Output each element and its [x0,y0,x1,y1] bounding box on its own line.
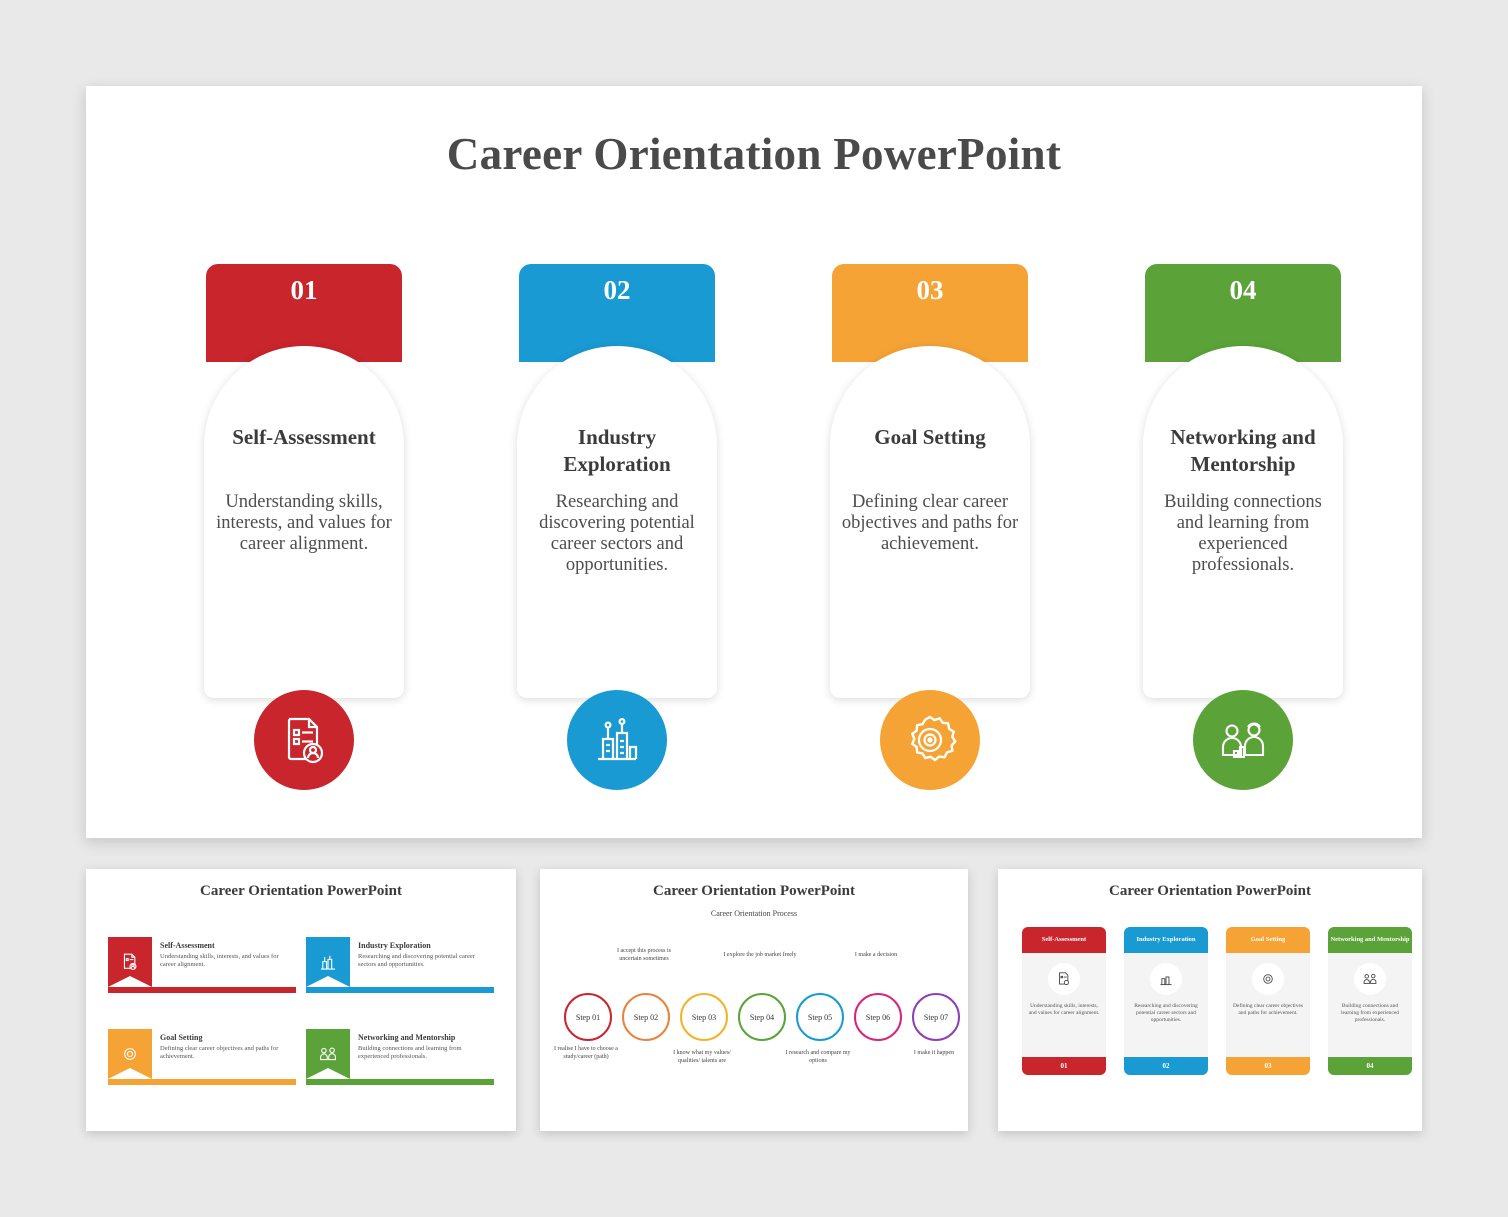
card-description: Building connections and learning from experienced professionals. [1164,492,1322,575]
step-note-7: I make it happen [913,1050,955,1056]
card-number: 01 [290,275,318,305]
card-heading: Self-Assessment [232,425,376,449]
thumb3-card-networking-mentorship[interactable] [1328,927,1412,1075]
card-number: 03 [916,275,944,305]
process-step-4[interactable] [738,993,786,1041]
thumbnail-slide-2[interactable] [540,869,968,1131]
thumb3-card-description: Researching and discovering potential career sectors and opportunities. [1134,1003,1198,1023]
card-body [517,346,717,698]
thumb1-item-heading: Self-Assessment [160,941,215,950]
step-label: Step 07 [923,1012,949,1022]
thumb3-card-self-assessment[interactable] [1022,927,1106,1075]
thumb3-card-heading: Networking and Mentorship [1328,927,1412,953]
document-person-icon [1048,963,1080,995]
thumb1-item-description: Understanding skills, interests, and values for career alignment. [160,953,279,968]
card-networking-mentorship[interactable] [1143,264,1343,804]
thumbnail-title: Career Orientation PowerPoint [653,883,855,899]
main-slide[interactable] [86,86,1422,838]
card-number: 02 [603,275,631,305]
process-step-5[interactable] [796,993,844,1041]
step-label: Step 01 [575,1012,601,1022]
step-label: Step 06 [865,1012,891,1022]
thumb3-card-industry-exploration[interactable] [1124,927,1208,1075]
thumb3-card-description: Understanding skills, interests, and values for career alignment. [1028,1003,1100,1016]
thumbnail-subtitle: Career Orientation Process [710,909,798,918]
people-network-icon [306,1029,350,1079]
card-industry-exploration[interactable] [517,264,717,804]
thumb1-item-bar [108,1079,296,1085]
card-heading: Networking and Mentorship [1170,425,1316,476]
thumb1-item-industry-exploration[interactable] [306,937,494,999]
card-description: Defining clear career objectives and paths for achievement. [841,492,1019,554]
thumb3-card-heading: Industry Exploration [1124,927,1208,953]
thumb3-card-number: 03 [1226,1057,1310,1075]
document-person-icon [108,937,152,987]
thumb1-item-self-assessment[interactable] [108,937,296,999]
gear-target-icon [1252,963,1284,995]
card-body [204,346,404,698]
step-label: Step 04 [749,1012,775,1022]
step-note-3: I know what my values/ qualities/ talents are [673,1050,731,1064]
process-step-3[interactable] [680,993,728,1041]
step-note-2: I accept this process is uncertain sometimes [617,948,671,962]
card-body [1143,346,1343,698]
page-title: Career Orientation PowerPoint [446,129,1062,179]
thumb1-item-heading: Industry Exploration [358,941,431,950]
factory-icon [306,937,350,987]
thumb3-card-goal-setting[interactable] [1226,927,1310,1075]
step-label: Step 05 [807,1012,833,1022]
thumb1-item-bar [306,1079,494,1085]
step-note-1: I realise I have to choose a study/career (path) [554,1046,618,1060]
people-network-icon [1193,690,1293,790]
thumb3-card-heading: Self-Assessment [1022,927,1106,953]
step-note-6: I make a decision [854,952,898,958]
thumb3-card-heading: Goal Setting [1226,927,1310,953]
factory-icon [1150,963,1182,995]
document-person-icon [254,690,354,790]
card-heading: Industry Exploration [563,425,671,476]
card-description: Researching and discovering potential career sectors and opportunities. [539,492,695,575]
gear-target-icon [880,690,980,790]
thumb3-card-number: 04 [1328,1057,1412,1075]
step-note-4: I explore the job market freely [723,952,797,958]
gear-target-icon [108,1029,152,1079]
people-network-icon [1354,963,1386,995]
card-heading: Goal Setting [874,425,986,449]
thumb3-card-description: Building connections and learning from experienced professionals. [1340,1003,1400,1023]
process-step-2[interactable] [622,993,670,1041]
thumb1-item-description: Defining clear career objectives and paths for achievement. [160,1045,279,1060]
card-body [830,346,1030,698]
thumb3-card-number: 02 [1124,1057,1208,1075]
card-description: Understanding skills, interests, and values for career alignment. [216,492,392,554]
card-number: 04 [1229,275,1257,305]
thumbnail-title: Career Orientation PowerPoint [200,883,402,899]
step-label: Step 02 [633,1012,659,1022]
card-row [86,264,1422,804]
thumbnail-slide-3[interactable] [998,869,1422,1131]
process-step-1[interactable] [564,993,612,1041]
thumb1-item-heading: Networking and Mentorship [358,1033,456,1042]
thumb1-item-bar [108,987,296,993]
process-step-7[interactable] [912,993,960,1041]
thumbnail-slide-1[interactable] [86,869,516,1131]
thumb3-card-number: 01 [1022,1057,1106,1075]
card-goal-setting[interactable] [830,264,1030,804]
card-self-assessment[interactable] [204,264,404,804]
thumb1-item-description: Researching and discovering potential career sectors and opportunities. [358,953,475,968]
step-note-5: I research and compare my options [785,1050,851,1064]
thumb1-item-goal-setting[interactable] [108,1029,296,1091]
thumb1-item-heading: Goal Setting [160,1033,203,1042]
step-label: Step 03 [691,1012,717,1022]
thumbnail-title: Career Orientation PowerPoint [1109,883,1311,899]
thumb1-item-description: Building connections and learning from experienced professionals. [358,1045,462,1060]
process-step-6[interactable] [854,993,902,1041]
thumb1-item-networking-mentorship[interactable] [306,1029,494,1091]
thumb3-card-description: Defining clear career objectives and paths for achievement. [1232,1003,1304,1016]
thumb1-item-bar [306,987,494,993]
factory-icon [567,690,667,790]
